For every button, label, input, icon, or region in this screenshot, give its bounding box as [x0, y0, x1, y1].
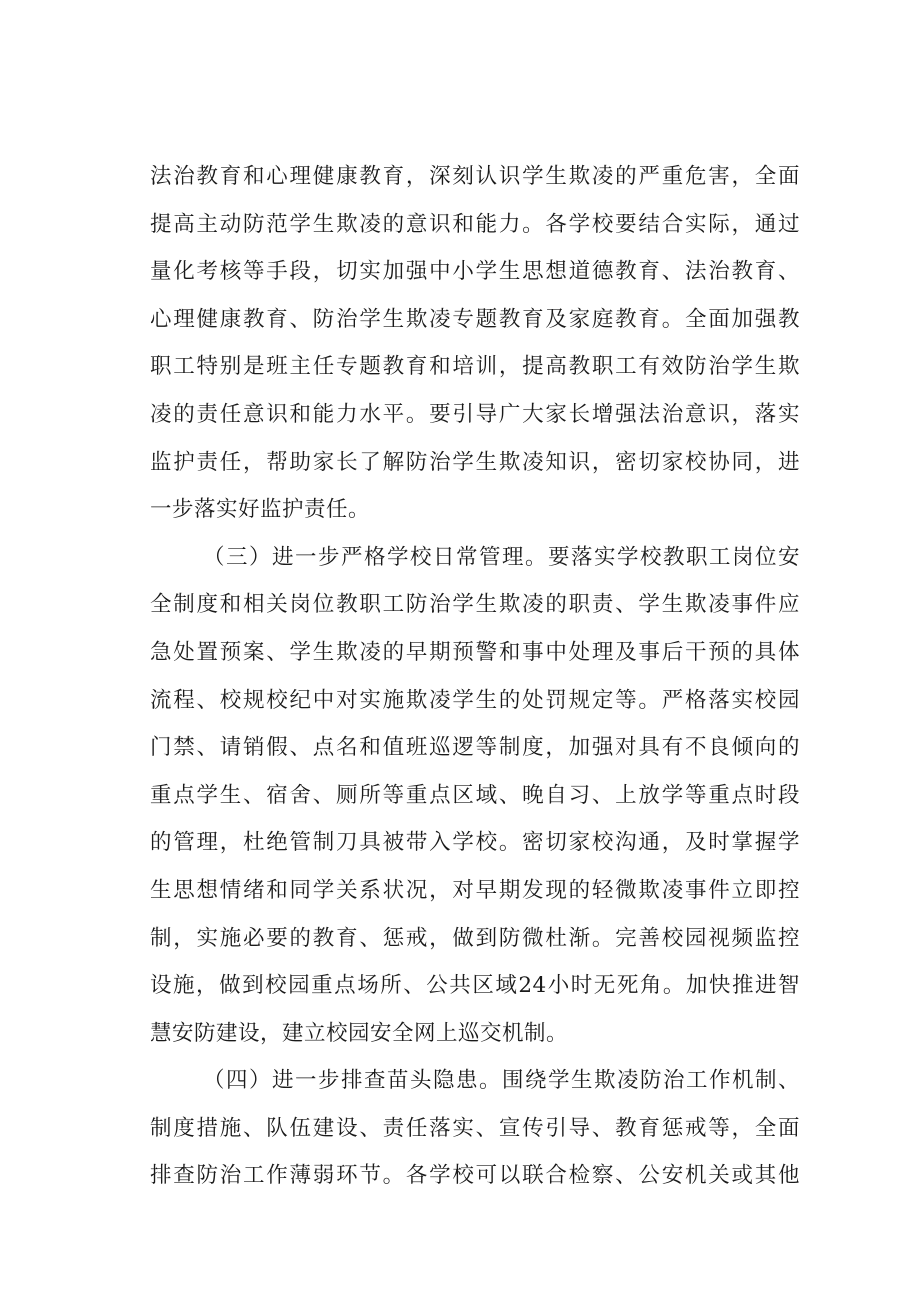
text-line: 一步落实好监护责任。	[150, 497, 371, 523]
text-line: 全制度和相关岗位教职工防治学生欺凌的职责、学生欺凌事件应	[150, 592, 800, 618]
text-line: 门禁、请销假、点名和值班巡逻等制度，加强对具有不良倾向的	[150, 735, 800, 761]
text-line: 排查防治工作薄弱环节。各学校可以联合检察、公安机关或其他	[150, 1163, 800, 1189]
document-body	[150, 153, 800, 1200]
paragraph-2	[150, 534, 800, 1058]
text-line: 设施，做到校园重点场所、公共区域24小时无死角。加快推进智	[150, 973, 800, 999]
text-line: 流程、校规校纪中对实施欺凌学生的处罚规定等。严格落实校园	[150, 687, 800, 713]
text-line: 急处置预案、学生欺凌的早期预警和事中处理及事后干预的具体	[150, 639, 800, 665]
text-line: 法治教育和心理健康教育，深刻认识学生欺凌的严重危害，全面	[150, 164, 800, 189]
text-line: 重点学生、宿舍、厕所等重点区域、晚自习、上放学等重点时段	[150, 782, 800, 808]
text-line: 提高主动防范学生欺凌的意识和能力。各学校要结合实际，通过	[150, 211, 800, 237]
text-line: （三）进一步严格学校日常管理。要落实学校教职工岗位安	[203, 544, 800, 570]
text-line: 监护责任，帮助家长了解防治学生欺凌知识，密切家校协同，进	[150, 449, 800, 475]
text-line: 职工特别是班主任专题教育和培训，提高教职工有效防治学生欺	[150, 354, 800, 380]
text-line: 的管理，杜绝管制刀具被带入学校。密切家校沟通，及时掌握学	[150, 830, 800, 856]
text-line: 生思想情绪和同学关系状况，对早期发现的轻微欺凌事件立即控	[150, 877, 800, 903]
text-line: 制度措施、队伍建设、责任落实、宣传引导、教育惩戒等，全面	[150, 1115, 800, 1141]
text-line: 凌的责任意识和能力水平。要引导广大家长增强法治意识，落实	[150, 401, 800, 427]
text-line: 量化考核等手段，切实加强中小学生思想道德教育、法治教育、	[150, 259, 800, 285]
text-line: 心理健康教育、防治学生欺凌专题教育及家庭教育。全面加强教	[150, 306, 800, 332]
paragraph-3	[150, 1057, 800, 1200]
text-line: 慧安防建设，建立校园安全网上巡交机制。	[150, 1020, 569, 1046]
paragraph-1	[150, 153, 800, 534]
text-line: 制，实施必要的教育、惩戒，做到防微杜渐。完善校园视频监控	[150, 925, 800, 951]
text-line: （四）进一步排查苗头隐患。围绕学生欺凌防治工作机制、	[203, 1068, 800, 1094]
